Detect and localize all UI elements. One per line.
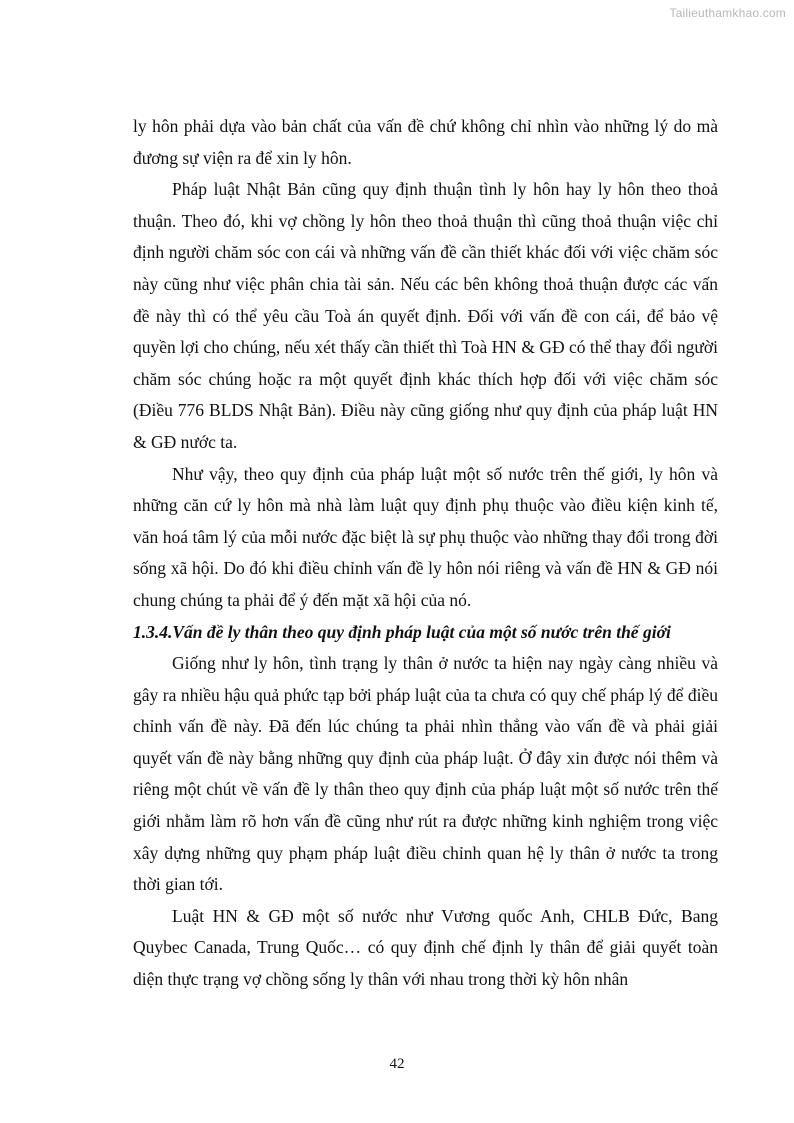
paragraph-japan-law: Pháp luật Nhật Bản cũng quy định thuận tình ly hôn hay ly hôn theo thoả thuận. Theo đó, khi vợ chồng ly hôn theo thoả thuận thì cũng thoả thuận việc chỉ định người chăm sóc con cái và những vấn đề cần thiết khác đối với việc chăm sóc này cũng như việc phân chia tài sản. Nếu các bên không thoả thuận được các vấn đề này thì có thể yêu cầu Toà án quyết định. Đối với vấn đề con cái, để bảo vệ quyền lợi cho chúng, nếu xét thấy cần thiết thì Toà HN & GĐ có thể thay đổi người chăm sóc chúng hoặc ra một quyết định khác thích hợp đối với việc chăm sóc (Điều 776 BLDS Nhật Bản). Điều này cũng giống như quy định của pháp luật HN & GĐ nước ta. [133, 179, 718, 452]
watermark-text: Tailieuthamkhao.com [669, 6, 786, 20]
paragraph-summary: Như vậy, theo quy định của pháp luật một số nước trên thế giới, ly hôn và những căn cứ ly hôn mà nhà làm luật quy định phụ thuộc vào điều kiện kinh tế, văn hoá tâm lý của mỗi nước đặc biệt là sự phụ thuộc vào những thay đổi trong đời sống xã hội. Do đó khi điều chỉnh vấn đề ly hôn nói riêng và vấn đề HN & GĐ nói chung chúng ta phải để ý đến mặt xã hội của nó. [133, 463, 718, 610]
document-body [133, 111, 718, 996]
paragraph-continuation: ly hôn phải dựa vào bản chất của vấn đề chứ không chỉ nhìn vào những lý do mà đương sự viện ra để xin ly hôn. [133, 116, 718, 168]
page-number: 42 [389, 1056, 405, 1072]
paragraph-separation-intro: Giống như ly hôn, tình trạng ly thân ở nước ta hiện nay ngày càng nhiều và gây ra nhiều hậu quả phức tạp bởi pháp luật của ta chưa có quy chế pháp lý để điều chỉnh vấn đề này. Đã đến lúc chúng ta phải nhìn thẳng vào vấn đề và phải giải quyết vấn đề này bằng những quy định của pháp luật. Ở đây xin được nói thêm và riêng một chút về vấn đề ly thân theo quy định của pháp luật một số nước trên thế giới nhằm làm rõ hơn vấn đề cũng như rút ra được những kinh nghiệm trong việc xây dựng những quy phạm pháp luật điều chỉnh quan hệ ly thân ở nước ta trong thời gian tới. [133, 653, 718, 895]
section-heading: 1.3.4.Vấn đề ly thân theo quy định pháp luật của một số nước trên thế giới [133, 621, 671, 642]
paragraph-separation-countries: Luật HN & GĐ một số nước như Vương quốc Anh, CHLB Đức, Bang Quybec Canada, Trung Quốc… có quy định chế định ly thân để giải quyết toàn diện thực trạng vợ chồng sống ly thân với nhau trong thời kỳ hôn nhân [133, 905, 718, 990]
